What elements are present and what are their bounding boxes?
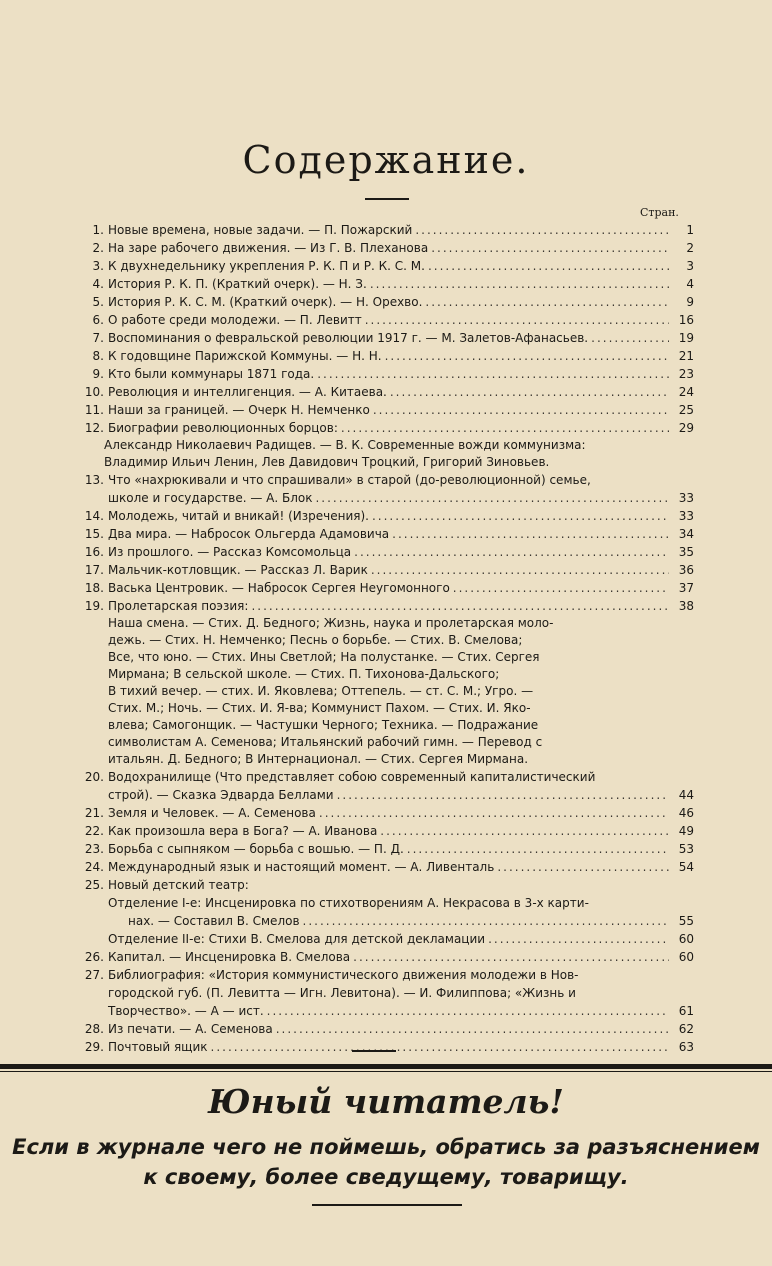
toc-entry-13[interactable]: 13. Что «нахрюкивали и что спрашивали» в старой (до-революционной) семье,: [84, 473, 591, 487]
leader-dots: [431, 239, 669, 257]
entry-number: 4.: [92, 277, 104, 291]
toc-entry[interactable]: [74, 365, 694, 383]
leader-dots: [390, 383, 669, 401]
entry-page: 29: [678, 421, 694, 435]
entry-title: Революция и интеллигенция. — А. Китаева.: [108, 385, 387, 399]
entry-number: 9.: [92, 367, 104, 381]
entry-number: 7.: [92, 331, 104, 345]
entry-title: Из прошлого. — Рассказ Комсомольца: [108, 545, 352, 559]
entry-page: 25: [678, 403, 694, 417]
entry-title: Как произошла вера в Бога? — А. Иванова: [108, 824, 378, 838]
toc-entry-27-cont2[interactable]: Творчество». — А — ист. ..... 61: [74, 1002, 694, 1020]
entry-number: 14.: [84, 509, 104, 523]
entry-title: Новые времена, новые задачи. — П. Пожарский: [108, 223, 413, 237]
section-rule: [352, 1050, 396, 1052]
leader-dots: [319, 804, 669, 822]
entry-number: 11.: [84, 403, 104, 417]
entry-page: 33: [678, 509, 694, 523]
entry-title: Кто были коммунары 1871 года.: [108, 367, 315, 381]
entry-page: 23: [678, 367, 694, 381]
leader-dots: [425, 293, 669, 311]
entry-number: 24.: [84, 860, 104, 874]
entry-page: 16: [678, 313, 694, 327]
entry-19-sub: Наша смена. — Стих. Д. Бедного; Жизнь, наука и пролетарская моло- дежь. — Стих. Н. Немченко; Песнь о борьбе. — Стих. В. Смелова; Все, что юно. — Стих. Ины Светлой; На полустанке. — Стих. Сергея Мирмана; В сельской школе. — Стих. П. Тихонова-Дальского; В тихий вечер. — стих. И. Яковлева; Оттепель. — ст. С. М.; Угро. — Стих. М.; Ночь. — Стих. И. Я-ва; Коммунист Пахом. — Стих. И. Яко- влева; Самогонщик. — Частушки Черного; Техника. — Подражание символистам А. Семенова; Итальянский рабочий гимн. — Перевод с итальян. Д. Бедного; В Интернационал. — Стих. Сергея Мирмана.: [108, 616, 554, 766]
leader-dots: [370, 275, 669, 293]
entry-number: 29.: [84, 1040, 104, 1054]
leader-dots: [453, 579, 669, 597]
leader-dots: [407, 840, 669, 858]
toc-entry[interactable]: [74, 311, 694, 329]
toc-entry-20[interactable]: 20. Водохранилище (Что представляет собою современный капиталистический: [84, 770, 596, 784]
leader-dots: [591, 329, 669, 347]
leader-dots: [380, 822, 669, 840]
leader-dots: [317, 365, 669, 383]
entry-number: 12.: [84, 421, 104, 435]
page-title: Содержание.: [242, 138, 530, 182]
table-of-contents: [74, 221, 694, 1056]
entry-title: Пролетарская поэзия:: [108, 599, 249, 613]
entry-title: Из печати. — А. Семенова: [108, 1022, 273, 1036]
toc-entry[interactable]: [74, 239, 694, 257]
entry-number: 2.: [92, 241, 104, 255]
toc-entry-13-cont[interactable]: школе и государстве. — А. Блок ..... 33: [74, 489, 694, 507]
entry-page: 36: [678, 563, 694, 577]
page-column-label: Стран.: [640, 206, 679, 219]
entry-page: 2: [686, 241, 694, 255]
toc-entry[interactable]: [74, 822, 694, 840]
entry-title: На заре рабочего движения. — Из Г. В. Плеханова: [108, 241, 429, 255]
entry-title: Воспоминания о февральской революции 1917 г. — М. Залетов-Афанасьев.: [108, 331, 589, 345]
entry-number: 18.: [84, 581, 104, 595]
entry-number: 8.: [92, 349, 104, 363]
entry-title: Борьба с сыпняком — борьба с вошью. — П. Д.: [108, 842, 404, 856]
entry-title: Почтовый ящик: [108, 1040, 208, 1054]
entry-number: 23.: [84, 842, 104, 856]
entry-page: 1: [686, 223, 694, 237]
entry-page: 35: [678, 545, 694, 559]
entry-number: 1.: [92, 223, 104, 237]
entry-number: 17.: [84, 563, 104, 577]
leader-dots: [428, 257, 669, 275]
entry-page: 38: [678, 599, 694, 613]
entry-number: 5.: [92, 295, 104, 309]
entry-title: К двухнедельнику укрепления Р. К. П и Р. К. С. М.: [108, 259, 425, 273]
entry-title: Биографии революционных борцов:: [108, 421, 338, 435]
entry-page: 63: [678, 1040, 694, 1054]
entry-number: 10.: [84, 385, 104, 399]
leader-dots: [354, 543, 669, 561]
leader-dots: [371, 561, 669, 579]
entry-title: Наши за границей. — Очерк Н. Немченко: [108, 403, 370, 417]
entry-title: Международный язык и настоящий момент. — А. Ливенталь: [108, 860, 495, 874]
leader-dots: [365, 311, 669, 329]
footer-rule: [312, 1204, 462, 1206]
toc-entry[interactable]: [74, 329, 694, 347]
entry-page: 46: [678, 806, 694, 820]
toc-entry-26[interactable]: 26. Капитал. — Инсценировка В. Смелова ..... 60: [74, 948, 694, 966]
entry-page: 62: [678, 1022, 694, 1036]
entry-page: 21: [678, 349, 694, 363]
leader-dots: [373, 401, 669, 419]
entry-number: 28.: [84, 1022, 104, 1036]
entry-number: 16.: [84, 545, 104, 559]
entry-title: Мальчик-котловщик. — Рассказ Л. Варик: [108, 563, 368, 577]
toc-entry-27-cont[interactable]: городской губ. (П. Левитта — Игн. Левитона). — И. Филиппова; «Жизнь и: [108, 986, 576, 1000]
toc-entry[interactable]: [74, 347, 694, 365]
toc-entry[interactable]: [74, 858, 694, 876]
entry-title: Васька Центровик. — Набросок Сергея Неугомонного: [108, 581, 450, 595]
toc-entry[interactable]: [74, 1020, 694, 1038]
title-rule: [365, 198, 409, 200]
footer-title: Юный читатель!: [208, 1082, 564, 1121]
toc-entry[interactable]: [74, 419, 694, 437]
entry-12-sub: Александр Николаевич Радищев. — В. К. Современные вожди коммунизма: Владимир Ильич Ленин, Лев Давидович Троцкий, Григорий Зиновьев.: [104, 438, 586, 469]
entry-title: История Р. К. П. (Краткий очерк). — Н. З.: [108, 277, 367, 291]
entry-number: 6.: [92, 313, 104, 327]
toc-entry[interactable]: [74, 507, 694, 525]
toc-entry[interactable]: [74, 1038, 694, 1056]
entry-title: К годовщине Парижской Коммуны. — Н. Н.: [108, 349, 382, 363]
toc-entry[interactable]: [74, 525, 694, 543]
leader-dots: [251, 597, 669, 615]
toc-entry[interactable]: [74, 597, 694, 615]
leader-dots: [392, 525, 669, 543]
toc-entry[interactable]: [74, 293, 694, 311]
toc-entry-27[interactable]: 27. Библиография: «История коммунистического движения молодежи в Нов-: [84, 968, 579, 982]
entry-page: 19: [678, 331, 694, 345]
footer-note: Если в журнале чего не поймешь, обратись за разъяснением к своему, более сведущему, товарищу.: [12, 1135, 760, 1189]
entry-page: 54: [678, 860, 694, 874]
toc-entry[interactable]: [74, 543, 694, 561]
toc-entry[interactable]: [74, 221, 694, 239]
entry-page: 9: [686, 295, 694, 309]
leader-dots: [415, 221, 669, 239]
leader-dots: [385, 347, 669, 365]
toc-entry[interactable]: [74, 257, 694, 275]
toc-entry-25-sub2[interactable]: Отделение II-е: Стихи В. Смелова для детской декламации ..... 60: [74, 930, 694, 948]
entry-title: Два мира. — Набросок Ольгерда Адамовича: [108, 527, 390, 541]
entry-number: 19.: [84, 599, 104, 613]
toc-entry[interactable]: [74, 275, 694, 293]
leader-dots: [211, 1038, 669, 1056]
entry-page: 37: [678, 581, 694, 595]
entry-number: 22.: [84, 824, 104, 838]
entry-page: 53: [678, 842, 694, 856]
entry-page: 24: [678, 385, 694, 399]
entry-title: Земля и Человек. — А. Семенова: [108, 806, 316, 820]
toc-entry-25-sub1[interactable]: Отделение I-е: Инсценировка по стихотворениям А. Некрасова в 3-х карти-: [108, 896, 589, 910]
entry-title: Молодежь, читай и вникай! (Изречения).: [108, 509, 369, 523]
entry-number: 3.: [92, 259, 104, 273]
entry-number: 21.: [84, 806, 104, 820]
leader-dots: [372, 507, 669, 525]
toc-entry-20-cont[interactable]: строй). — Сказка Эдварда Беллами ..... 44: [74, 786, 694, 804]
entry-page: 3: [686, 259, 694, 273]
leader-dots: [276, 1020, 669, 1038]
divider-band: [0, 1064, 772, 1069]
toc-entry[interactable]: [74, 840, 694, 858]
leader-dots: [497, 858, 669, 876]
leader-dots: [341, 419, 669, 437]
toc-entry[interactable]: [74, 401, 694, 419]
entry-page: 34: [678, 527, 694, 541]
toc-entry[interactable]: [74, 804, 694, 822]
entry-title: История Р. К. С. М. (Краткий очерк). — Н. Орехво.: [108, 295, 423, 309]
entry-page: 4: [686, 277, 694, 291]
toc-entry-25-sub1-cont[interactable]: нах. — Составил В. Смелов ..... 55: [74, 912, 694, 930]
toc-entry[interactable]: [74, 561, 694, 579]
toc-entry-25[interactable]: 25. Новый детский театр:: [84, 878, 249, 892]
entry-title: О работе среди молодежи. — П. Левитт: [108, 313, 362, 327]
entry-page: 49: [678, 824, 694, 838]
divider-thin: [0, 1071, 772, 1072]
entry-number: 15.: [84, 527, 104, 541]
toc-entry[interactable]: [74, 579, 694, 597]
toc-entry[interactable]: [74, 383, 694, 401]
